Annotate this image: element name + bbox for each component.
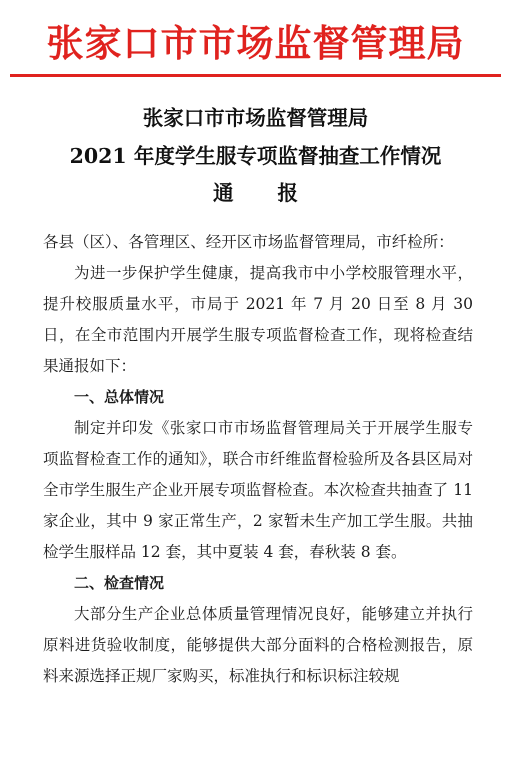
masthead-red-rule (10, 74, 501, 77)
masthead-agency-name: 张家口市市场监督管理局 (46, 22, 465, 65)
title-line-notice: 通报 (213, 181, 342, 205)
salutation: 各县（区）、各管理区、经开区市场监督管理局，市纤检所： (43, 233, 454, 251)
section-text-inspection: 大部分生产企业总体质量管理情况良好，能够建立并执行原料进货验收制度，能够提供大部分面料的合格检测报告，原料来源选择正规厂家购买，标准执行和标识标注较规 (43, 605, 473, 685)
section-heading-overall: 一、总体情况 (74, 388, 165, 406)
title-line-subject: 2021 年度学生服专项监督抽查工作情况 (69, 144, 442, 168)
section-text-overall: 制定并印发《张家口市市场监督管理局关于开展学生服专项监督检查工作的通知》，联合市纤维监督检验所及各县区局对全市学生服生产企业开展专项监督检查。本次检查共抽查了 11 家企业，其中 9 家正常生产，2 家暂未生产加工学生服。共抽检学生服样品 12 套，其中夏装 4 套，春秋装 8 套。 (43, 419, 473, 561)
document-body (43, 227, 473, 692)
intro-paragraph: 为进一步保护学生健康，提高我市中小学校服管理水平，提升校服质量水平，市局于 2021 年 7 月 20 日至 8 月 30 日，在全市范围内开展学生服专项监督检查工作，现将检查结果通报如下： (43, 264, 473, 375)
title-line-agency: 张家口市市场监督管理局 (142, 106, 369, 130)
section-heading-inspection: 二、检查情况 (74, 574, 165, 592)
